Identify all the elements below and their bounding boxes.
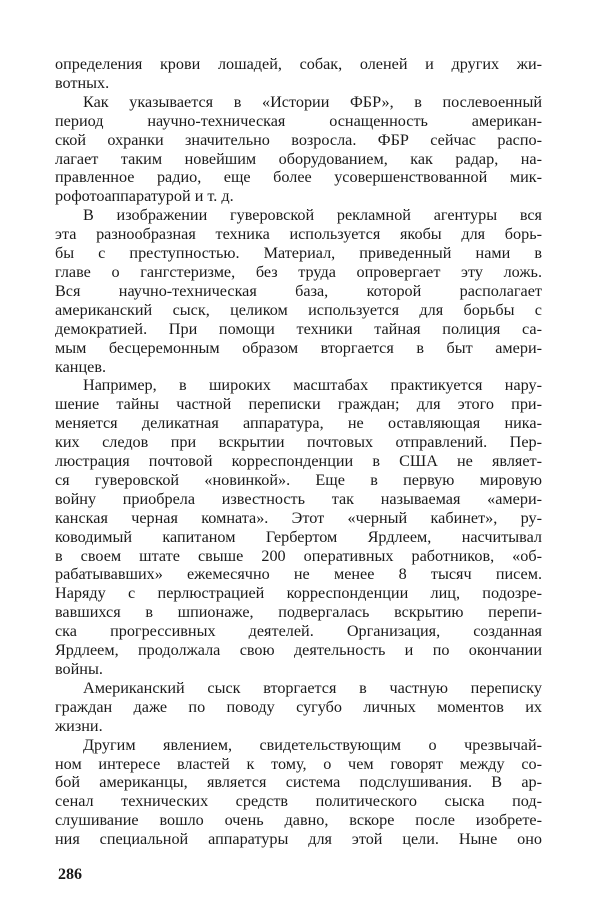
text-line: рабатывавших» ежемесячно не менее 8 тысяч писем.	[55, 565, 542, 584]
text-line: канцев.	[55, 357, 107, 376]
text-line: мым бесцеремонным образом вторгается в быт амери-	[55, 338, 542, 357]
text-line: ния специальной аппаратуры для этой цели. Ныне оно	[55, 830, 542, 849]
text-line: вавшихся в шпионаже, подвергалась вскрытию перепи-	[55, 603, 542, 622]
text-line: меняется деликатная аппаратура, не оставляющая ника-	[55, 414, 542, 433]
text-line: демократией. При помощи техники тайная полиция са-	[55, 319, 542, 338]
text-line: ководимый капитаном Гербертом Ярдлеем, насчитывал	[55, 527, 542, 546]
text-line: Американский сыск вторгается в частную переписку	[83, 678, 542, 697]
paragraph-6	[55, 736, 542, 849]
text-line: канская черная комната». Этот «черный кабинет», ру-	[55, 508, 542, 527]
paragraph-3	[55, 206, 542, 376]
text-line: Другим явлением, свидетельствующим о чрезвычай-	[83, 735, 542, 754]
text-line: ких следов при вскрытии почтовых отправлений. Пер-	[55, 433, 542, 452]
text-line: сенал технических средств политического сыска под-	[55, 792, 542, 811]
paragraph-5	[55, 679, 542, 736]
page-number: 286	[58, 866, 82, 883]
text-line: шение тайны частной переписки граждан; для этого при-	[55, 395, 542, 414]
text-line: бы с преступностью. Материал, приведенный нами в	[55, 244, 542, 263]
text-line: бой американцы, является система подслушивания. В ар-	[55, 773, 542, 792]
text-line: ской охранки значительно возросла. ФБР сейчас распо-	[55, 130, 542, 149]
text-line: в своем штате свыше 200 оперативных работников, «об-	[55, 546, 542, 565]
text-line: главе о гангстеризме, без труда опровергает эту ложь.	[55, 262, 542, 281]
text-line: граждан даже по поводу сугубо личных моментов их	[55, 697, 542, 716]
page-body	[55, 55, 542, 849]
text-line: определения крови лошадей, собак, оленей и других жи-	[55, 55, 542, 73]
paragraph-1	[55, 55, 542, 93]
text-line: Вся научно-техническая база, которой располагает	[55, 281, 542, 300]
text-line: ска прогрессивных деятелей. Организация, созданная	[55, 622, 542, 641]
text-line: американский сыск, целиком используется для борьбы с	[55, 300, 542, 319]
text-line: эта разнообразная техника используется якобы для борь-	[55, 225, 542, 244]
text-line: лагает таким новейшим оборудованием, как радар, на-	[55, 149, 542, 168]
text-line: войны.	[55, 660, 103, 678]
text-line: жизни.	[55, 716, 103, 735]
text-line: период научно-техническая оснащенность американ-	[55, 111, 542, 130]
paragraph-2	[55, 93, 542, 206]
text-line: ся гуверовской «новинкой». Еще в первую мировую	[55, 470, 542, 489]
text-line: Например, в широких масштабах практикуется нару-	[83, 376, 542, 395]
text-line: Как указывается в «Истории ФБР», в послевоенный	[83, 92, 542, 111]
text-line: Наряду с перлюстрацией корреспонденции лиц, подозре-	[55, 584, 542, 603]
text-line: вотных.	[55, 73, 110, 92]
text-line: войну приобрела известность так называемая «амери-	[55, 489, 542, 508]
text-line: слушивание вошло очень давно, вскоре после изобрете-	[55, 811, 542, 830]
text-line: В изображении гуверовской рекламной агентуры вся	[83, 206, 542, 225]
text-line: рофотоаппаратурой и т. д.	[55, 187, 234, 206]
text-line: ном интересе властей к тому, о чем говорят между со-	[55, 754, 542, 773]
paragraph-4	[55, 376, 542, 679]
text-line: люстрация почтовой корреспонденции в США не являет-	[55, 452, 542, 471]
text-line: правленное радио, еще более усовершенствованной мик-	[55, 168, 542, 187]
text-line: Ярдлеем, продолжала свою деятельность и по окончании	[55, 641, 542, 660]
